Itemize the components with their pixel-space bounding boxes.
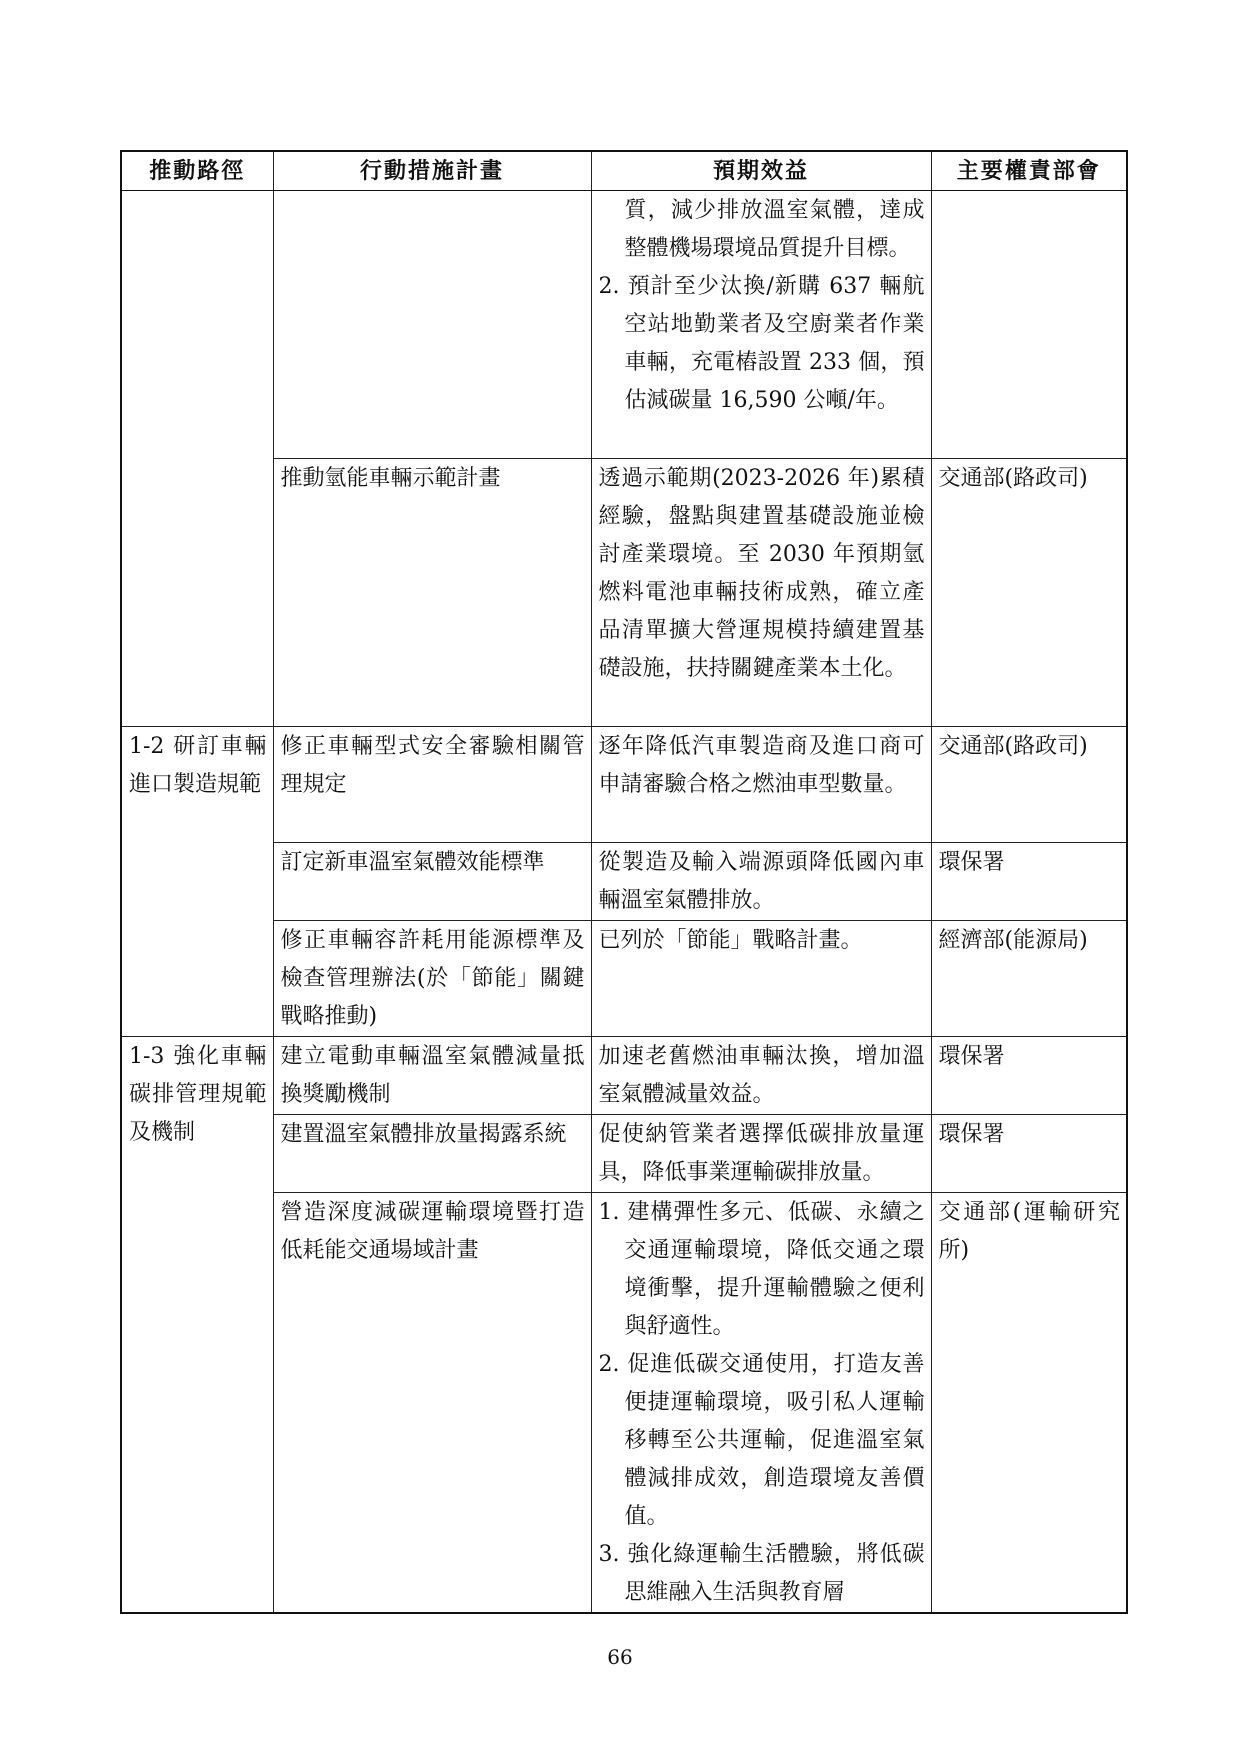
path-cell: 1-3 強化車輛碳排管理規範及機制 (121, 1037, 273, 1614)
benefit-cell: 透過示範期(2023-2026 年)累積經驗，盤點與建置基礎設施並檢討產業環境。至 2030 年預期氫燃料電池車輛技術成熟，確立產品清單擴大營運規模持續建置基礎設施，扶持關鍵產業本土化。 (591, 459, 931, 727)
table-row (121, 727, 1127, 843)
header-benefit: 預期效益 (591, 151, 931, 191)
agency-cell: 環保署 (931, 1115, 1127, 1193)
action-cell: 修正車輛容許耗用能源標準及檢查管理辦法(於「節能」關鍵戰略推動) (273, 921, 591, 1037)
path-cell (121, 191, 273, 727)
agency-cell: 交通部(路政司) (931, 727, 1127, 843)
agency-cell: 經濟部(能源局) (931, 921, 1127, 1037)
path-cell: 1-2 研訂車輛進口製造規範 (121, 727, 273, 1037)
benefit-item: 2. 促進低碳交通使用，打造友善便捷運輸環境，吸引私人運輸移轉至公共運輸，促進溫室氣體減排成效，創造環境友善價值。 (598, 1352, 925, 1529)
benefit-cell (591, 191, 931, 459)
agency-cell: 交通部(運輸研究所) (931, 1193, 1127, 1614)
header-action: 行動措施計畫 (273, 151, 591, 191)
action-cell: 修正車輛型式安全審驗相關管理規定 (273, 727, 591, 843)
header-path: 推動路徑 (121, 151, 273, 191)
agency-cell (931, 191, 1127, 459)
benefit-cell: 加速老舊燃油車輛汰換，增加溫室氣體減量效益。 (591, 1037, 931, 1115)
header-agency: 主要權責部會 (931, 151, 1127, 191)
benefit-cell (591, 1193, 931, 1614)
benefit-item: 3. 強化綠運輸生活體驗，將低碳思維融入生活與教育層 (598, 1542, 925, 1605)
action-cell: 建立電動車輛溫室氣體減量抵換獎勵機制 (273, 1037, 591, 1115)
action-cell: 營造深度減碳運輸環境暨打造低耗能交通場域計畫 (273, 1193, 591, 1614)
table-header-row (121, 151, 1127, 191)
benefit-cell: 促使納管業者選擇低碳排放量運具，降低事業運輸碳排放量。 (591, 1115, 931, 1193)
action-cell (273, 191, 591, 459)
benefit-item: 1. 建構彈性多元、低碳、永續之交通運輸環境，降低交通之環境衝擊，提升運輸體驗之便利與舒適性。 (598, 1200, 925, 1339)
action-cell: 推動氫能車輛示範計畫 (273, 459, 591, 727)
page-number: 66 (607, 1645, 633, 1669)
benefit-cell: 逐年降低汽車製造商及進口商可申請審驗合格之燃油車型數量。 (591, 727, 931, 843)
benefit-cell: 從製造及輸入端源頭降低國內車輛溫室氣體排放。 (591, 843, 931, 921)
agency-cell: 環保署 (931, 1037, 1127, 1115)
table-row (121, 191, 1127, 459)
measures-table (120, 150, 1128, 1614)
action-cell: 建置溫室氣體排放量揭露系統 (273, 1115, 591, 1193)
benefit-cell: 已列於「節能」戰略計畫。 (591, 921, 931, 1037)
table-row (121, 1037, 1127, 1115)
action-cell: 訂定新車溫室氣體效能標準 (273, 843, 591, 921)
agency-cell: 環保署 (931, 843, 1127, 921)
benefit-continuation: 質，減少排放溫室氣體，達成整體機場環境品質提升目標。 (624, 198, 925, 261)
benefit-item: 2. 預計至少汰換/新購 637 輛航空站地勤業者及空廚業者作業車輛，充電樁設置 233 個，預估減碳量 16,590 公噸/年。 (598, 274, 925, 413)
agency-cell: 交通部(路政司) (931, 459, 1127, 727)
